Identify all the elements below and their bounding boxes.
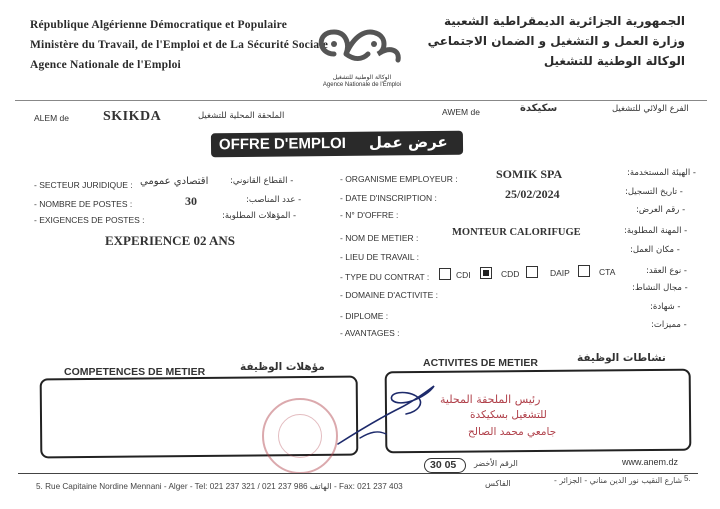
- activites-title-fr: ACTIVITES DE METIER: [423, 357, 538, 369]
- daip-checkbox[interactable]: [526, 266, 538, 278]
- metier-value: MONTEUR CALORIFUGE: [452, 227, 581, 238]
- secteur-label: - SECTEUR JURIDIQUE :: [34, 180, 133, 190]
- header-fr-line2: Ministère du Travail, de l'Emploi et de La Sécurité Sociale: [30, 39, 329, 51]
- offre-label: - N° D'OFFRE :: [340, 210, 399, 220]
- cta-label: CTA: [599, 267, 616, 277]
- logo-text-fr: Agence Nationale de l'Emploi: [322, 82, 402, 88]
- alem-label: ALEM de: [34, 113, 69, 123]
- organisme-label: - ORGANISME EMPLOYEUR :: [340, 174, 458, 184]
- website: www.anem.dz: [622, 457, 679, 467]
- diplome-label: - DIPLOME :: [340, 311, 389, 321]
- activites-title-ar: نشاطات الوظيفة: [577, 352, 666, 364]
- alem-value: SKIKDA: [103, 109, 162, 124]
- footer-address-ar: شارع النقيب نور الدين مناني - الجزائر -: [554, 476, 682, 485]
- title-ar: عرض عمل: [368, 132, 448, 152]
- postes-label: - NOMBRE DE POSTES :: [34, 199, 133, 209]
- lieu-label-ar: - مكان العمل:: [630, 245, 680, 255]
- footer-fax: - Fax: 021 237 403: [333, 482, 403, 491]
- logo-text-ar: الوكالة الوطنية للتشغيل: [332, 74, 392, 81]
- header-ar-line2: وزارة العمل و التشغيل و الضمان الاجتماعي: [427, 34, 685, 48]
- green-number-pill: [424, 458, 466, 473]
- date-label-ar: - تاريخ التسجيل:: [625, 187, 683, 197]
- metier-label-ar: - المهنة المطلوبة:: [624, 226, 688, 236]
- exigences-value: EXPERIENCE 02 ANS: [105, 233, 236, 248]
- avantages-label-ar: - مميزات:: [651, 320, 687, 330]
- header-ar-line3: الوكالة الوطنية للتشغيل: [543, 54, 685, 68]
- date-label: - DATE D'INSCRIPTION :: [340, 193, 437, 203]
- header-ar-line1: الجمهورية الجزائرية الديمقراطية الشعبية: [443, 14, 685, 28]
- postes-value: 30: [185, 194, 197, 208]
- footer-address-ar-num: 5.: [684, 474, 691, 483]
- organisme-value: SOMIK SPA: [496, 167, 563, 181]
- title-banner: [211, 131, 463, 158]
- awem-value: سكيكدة: [520, 103, 558, 114]
- date-value: 25/02/2024: [505, 187, 560, 201]
- competences-title-fr: COMPETENCES DE METIER: [64, 366, 206, 378]
- footer-tel-ar: الهاتف: [309, 481, 332, 491]
- green-number-label-ar: الرقم الأخضر: [474, 459, 518, 468]
- secteur-value: اقتصادي عمومي: [140, 176, 209, 187]
- round-stamp-inner: [278, 414, 322, 458]
- header-fr-line3: Agence Nationale de l'Emploi: [30, 59, 181, 71]
- green-number-value: 30 05: [430, 459, 457, 471]
- postes-label-ar: - عدد المناصب:: [246, 195, 302, 205]
- organisme-label-ar: - الهيئة المستخدمة:: [627, 168, 696, 178]
- exigences-label-ar: - المؤهلات المطلوبة:: [222, 211, 297, 221]
- secteur-label-ar: - القطاع القانوني:: [230, 176, 294, 186]
- cta-checkbox[interactable]: [578, 265, 590, 277]
- metier-label: - NOM DE METIER :: [340, 233, 419, 243]
- cdd-checkbox[interactable]: [480, 267, 492, 279]
- offre-label-ar: - رقم العرض:: [636, 205, 686, 215]
- header-divider: [15, 100, 707, 101]
- alem-label-ar: الملحقة المحلية للتشغيل: [198, 111, 285, 121]
- awem-label-ar: الفرع الولائي للتشغيل: [612, 104, 689, 114]
- footer-address-fr-text: 5. Rue Capitaine Nordine Mennani - Alger - Tel: 021 237 321 / 021 237 986: [36, 482, 308, 491]
- anem-logo-icon: [306, 20, 412, 80]
- cdi-label: CDI: [456, 270, 471, 280]
- title-fr: OFFRE D'EMPLOI: [218, 134, 346, 154]
- stamp-line3: جامعي محمد الصالح: [468, 426, 557, 438]
- header-fr-line1: République Algérienne Démocratique et Populaire: [30, 19, 288, 31]
- diplome-label-ar: - شهادة:: [650, 302, 681, 312]
- avantages-label: - AVANTAGES :: [340, 328, 400, 338]
- round-stamp: [262, 398, 338, 474]
- footer-fax-ar: الفاكس: [485, 478, 511, 488]
- contrat-label-ar: - نوع العقد:: [646, 266, 687, 276]
- exigences-label: - EXIGENCES DE POSTES :: [34, 215, 145, 225]
- lieu-label: - LIEU DE TRAVAIL :: [340, 252, 420, 262]
- stamp-line2: للتشغيل بسكيكدة: [470, 409, 547, 421]
- domaine-label: - DOMAINE D'ACTIVITE :: [340, 290, 438, 300]
- domaine-label-ar: - مجال النشاط:: [632, 283, 688, 293]
- anem-logo: [306, 20, 412, 92]
- cdi-checkbox[interactable]: [439, 268, 451, 280]
- footer-divider: [18, 473, 698, 474]
- stamp-line1: رئيس الملحقة المحلية: [440, 393, 541, 406]
- cdd-label: CDD: [501, 269, 520, 279]
- awem-label: AWEM de: [442, 107, 480, 117]
- competences-title-ar: مؤهلات الوظيفة: [240, 361, 325, 373]
- signature-icon: [330, 378, 450, 454]
- contrat-label: - TYPE DU CONTRAT :: [340, 272, 430, 282]
- footer-address-fr: [36, 481, 403, 491]
- daip-label: DAIP: [550, 268, 570, 278]
